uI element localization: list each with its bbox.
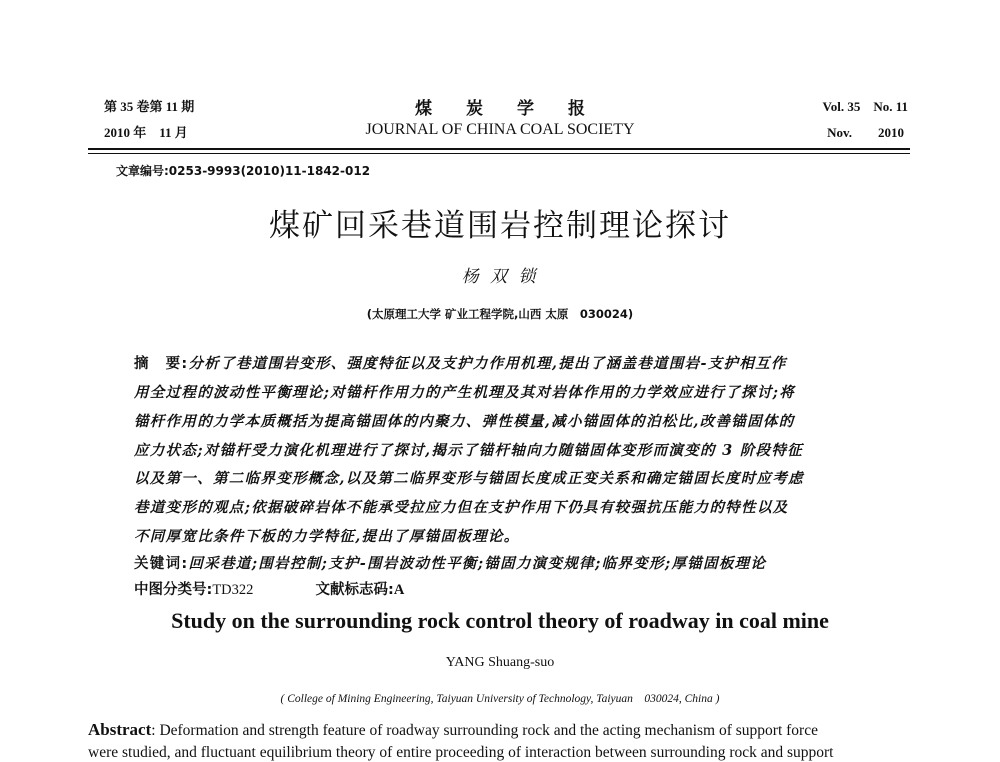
doc-code-label: 文献标志码: [315,582,394,598]
header-rule-thick [88,148,910,150]
classification [134,578,404,599]
keywords-text: 回采巷道;围岩控制;支护-围岩波动性平衡;锚固力演变规律;临界变形;厚锚固板理论 [188,555,767,572]
doc-code-value: A [393,582,405,598]
abstract-cn-line: 锚杆作用的力学本质概括为提高锚固体的内聚力、弹性模量,减小锚固体的泊松比,改善锚固体的 [134,413,795,430]
abstract-en-line: were studied, and fluctuant equilibrium theory of entire proceeding of interaction between surrounding rock and support [88,744,834,761]
abstract-cn-line: 用全过程的波动性平衡理论;对锚杆作用力的产生机理及其对岩体作用的力学效应进行了探讨;将 [134,384,796,401]
abstract-cn-line: 以及第一、第二临界变形概念,以及第二临界变形与锚固长度成正变关系和确定锚固长度时应考虑 [134,470,804,487]
abstract-cn-line: 摘 要:分析了巷道围岩变形、强度特征以及支护力作用机理,提出了涵盖巷道围岩-支护相互作 [134,355,787,372]
abstract-cn-line: 不同厚宽比条件下板的力学特征,提出了厚锚固板理论。 [134,528,520,545]
volume-issue-cn: 第 35 卷第 11 期 [104,99,195,114]
keywords-label: 关键词: [134,556,189,572]
journal-name-cn: 煤 炭 学 报 [415,99,585,119]
abstract-en-label: Abstract [88,720,152,739]
date-cn: 2010 年 11 月 [104,125,188,140]
journal-name-en: JOURNAL OF CHINA COAL SOCIETY [365,121,635,138]
abstract-cn-line: 应力状态;对锚杆受力演化机理进行了探讨,揭示了锚杆轴向力随锚固体变形而演变的 3 阶段特征 [134,442,804,459]
date-en: Nov. 2010 [827,125,904,140]
title-en: Study on the surrounding rock control theory of roadway in coal mine [171,608,829,633]
affiliation-en: ( College of Mining Engineering, Taiyuan University of Technology, Taiyuan 030024, China ) [280,693,720,705]
keywords-cn [134,552,766,573]
abstract-en-line: Abstract: Deformation and strength feature of roadway surrounding rock and the acting mechanism of support force [88,720,818,739]
abstract-cn-line: 巷道变形的观点;依据破碎岩体不能承受拉应力但在支护作用下仍具有较强抗压能力的特性以及 [134,499,789,516]
header-rule-thin [88,153,910,154]
clc-label: 中图分类号: [134,582,213,598]
clc-value: TD322 [212,582,254,598]
author-cn: 杨 双 锁 [461,267,539,287]
abstract-cn-label: 摘 要: [134,356,189,372]
author-en: YANG Shuang-suo [445,655,555,670]
article-number: 文章编号:0253-9993(2010)11-1842-012 [116,164,371,178]
affiliation-cn: (太原理工大学 矿业工程学院,山西 太原 030024) [366,307,634,321]
volume-issue-en: Vol. 35 No. 11 [822,99,908,114]
title-cn: 煤矿回采巷道围岩控制理论探讨 [269,208,731,244]
